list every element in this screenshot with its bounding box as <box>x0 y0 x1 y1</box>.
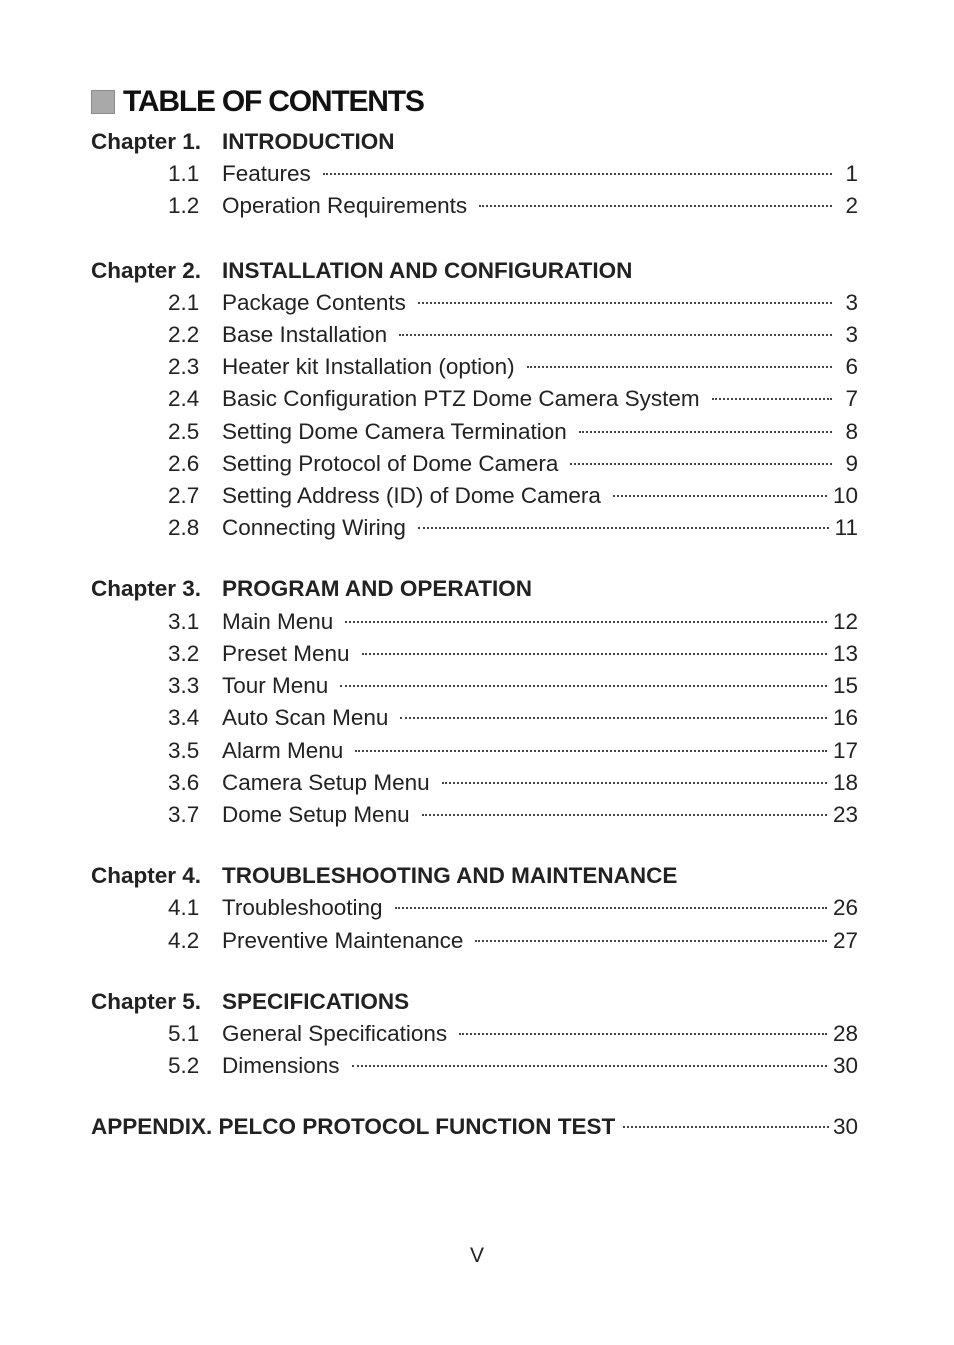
toc-entry[interactable] <box>168 640 858 668</box>
dot-leader <box>345 621 827 623</box>
entry-page: 27 <box>832 928 858 953</box>
chapter-heading <box>91 862 677 890</box>
chapter-title: SPECIFICATIONS <box>222 989 410 1014</box>
toc-entry[interactable] <box>168 737 858 765</box>
entry-number: 3.6 <box>168 770 200 795</box>
entry-number: 3.1 <box>168 609 200 634</box>
chapter-heading <box>91 257 632 285</box>
dot-leader <box>400 717 827 719</box>
appendix-entry[interactable] <box>91 1113 858 1141</box>
chapter-title: INSTALLATION AND CONFIGURATION <box>222 258 633 283</box>
toc-entry[interactable] <box>168 1020 858 1048</box>
entry-page: 3 <box>845 290 858 315</box>
entry-label: Package Contents <box>222 290 406 315</box>
entry-label: Basic Configuration PTZ Dome Camera System <box>222 386 700 411</box>
entry-page: 18 <box>832 770 858 795</box>
dot-leader <box>418 527 829 529</box>
dot-leader <box>442 782 827 784</box>
entry-page: 23 <box>832 802 858 827</box>
entry-number: 3.5 <box>168 738 200 763</box>
entry-page: 12 <box>832 609 858 634</box>
chapter-label: Chapter 3. <box>91 576 202 601</box>
entry-number: 5.2 <box>168 1053 200 1078</box>
dot-leader <box>613 495 827 497</box>
appendix-page: 30 <box>832 1114 858 1139</box>
dot-leader <box>355 750 827 752</box>
chapter-heading <box>91 128 395 156</box>
entry-page: 26 <box>832 895 858 920</box>
entry-label: Alarm Menu <box>222 738 344 763</box>
page-title: TABLE OF CONTENTS <box>123 85 424 118</box>
entry-label: Auto Scan Menu <box>222 705 389 730</box>
entry-page: 28 <box>832 1021 858 1046</box>
entry-page: 3 <box>845 322 858 347</box>
toc-entry[interactable] <box>168 289 858 317</box>
entry-label: Dome Setup Menu <box>222 802 410 827</box>
chapter-label: Chapter 1. <box>91 129 202 154</box>
chapter-label: Chapter 4. <box>91 863 202 888</box>
page-number-footer: V <box>469 1244 484 1267</box>
toc-title-row <box>91 84 424 120</box>
entry-label: Tour Menu <box>222 673 329 698</box>
dot-leader <box>323 173 832 175</box>
toc-entry[interactable] <box>168 894 858 922</box>
entry-number: 2.6 <box>168 451 200 476</box>
entry-number: 4.1 <box>168 895 200 920</box>
entry-page: 6 <box>845 354 858 379</box>
chapter-label: Chapter 5. <box>91 989 202 1014</box>
entry-page: 7 <box>845 386 858 411</box>
toc-entry[interactable] <box>168 385 858 413</box>
entry-page: 10 <box>832 483 858 508</box>
entry-page: 11 <box>834 515 858 540</box>
entry-label: Preset Menu <box>222 641 350 666</box>
toc-entry[interactable] <box>168 672 858 700</box>
dot-leader <box>570 463 832 465</box>
entry-label: Dimensions <box>222 1053 340 1078</box>
dot-leader <box>395 907 827 909</box>
entry-number: 3.2 <box>168 641 200 666</box>
entry-label: Heater kit Installation (option) <box>222 354 515 379</box>
toc-entry[interactable] <box>168 801 858 829</box>
entry-number: 2.5 <box>168 419 200 444</box>
entry-page: 9 <box>845 451 858 476</box>
entry-number: 2.1 <box>168 290 200 315</box>
entry-label: Base Installation <box>222 322 388 347</box>
chapter-title: TROUBLESHOOTING AND MAINTENANCE <box>222 863 678 888</box>
entry-number: 3.4 <box>168 705 200 730</box>
entry-page: 30 <box>832 1053 858 1078</box>
dot-leader <box>712 398 832 400</box>
chapter-heading <box>91 988 409 1016</box>
entry-page: 16 <box>832 705 858 730</box>
entry-label: Camera Setup Menu <box>222 770 430 795</box>
entry-number: 3.3 <box>168 673 200 698</box>
dot-leader <box>479 205 832 207</box>
dot-leader <box>418 302 832 304</box>
appendix-label: APPENDIX. PELCO PROTOCOL FUNCTION TEST <box>91 1114 616 1139</box>
entry-page: 8 <box>845 419 858 444</box>
entry-number: 5.1 <box>168 1021 200 1046</box>
entry-label: Features <box>222 161 311 186</box>
dot-leader <box>459 1033 827 1035</box>
entry-number: 4.2 <box>168 928 200 953</box>
entry-number: 3.7 <box>168 802 200 827</box>
chapter-title: INTRODUCTION <box>222 129 395 154</box>
dot-leader <box>527 366 832 368</box>
entry-label: Connecting Wiring <box>222 515 406 540</box>
entry-page: 13 <box>832 641 858 666</box>
dot-leader <box>362 653 827 655</box>
entry-number: 1.2 <box>168 193 200 218</box>
chapter-heading <box>91 575 532 603</box>
dot-leader <box>399 334 832 336</box>
entry-label: Main Menu <box>222 609 334 634</box>
entry-number: 2.4 <box>168 386 200 411</box>
toc-entry[interactable] <box>168 608 858 636</box>
toc-entry[interactable] <box>168 353 858 381</box>
entry-number: 2.2 <box>168 322 200 347</box>
toc-entry[interactable] <box>168 418 858 446</box>
entry-label: Preventive Maintenance <box>222 928 464 953</box>
entry-page: 2 <box>845 193 858 218</box>
chapter-title: PROGRAM AND OPERATION <box>222 576 533 601</box>
entry-label: Troubleshooting <box>222 895 383 920</box>
entry-page: 15 <box>832 673 858 698</box>
toc-entry[interactable] <box>168 927 858 955</box>
toc-entry[interactable] <box>168 482 858 510</box>
toc-entry[interactable] <box>168 1052 858 1080</box>
dot-leader <box>352 1065 827 1067</box>
entry-label: Setting Address (ID) of Dome Camera <box>222 483 601 508</box>
entry-label: Operation Requirements <box>222 193 468 218</box>
chapter-label: Chapter 2. <box>91 258 202 283</box>
dot-leader <box>475 940 827 942</box>
dot-leader <box>340 685 827 687</box>
entry-label: Setting Dome Camera Termination <box>222 419 567 444</box>
gray-square-icon <box>91 90 115 114</box>
dot-leader <box>623 1126 829 1128</box>
toc-entry[interactable] <box>168 514 858 542</box>
dot-leader <box>422 814 827 816</box>
entry-page: 1 <box>845 161 858 186</box>
entry-number: 2.3 <box>168 354 200 379</box>
entry-number: 2.8 <box>168 515 200 540</box>
toc-entry[interactable] <box>168 192 858 220</box>
toc-entry[interactable] <box>168 704 858 732</box>
entry-number: 2.7 <box>168 483 200 508</box>
entry-number: 1.1 <box>168 161 200 186</box>
entry-label: Setting Protocol of Dome Camera <box>222 451 559 476</box>
entry-page: 17 <box>832 738 858 763</box>
toc-entry[interactable] <box>168 769 858 797</box>
toc-entry[interactable] <box>168 450 858 478</box>
toc-entry[interactable] <box>168 160 858 188</box>
toc-entry[interactable] <box>168 321 858 349</box>
entry-label: General Specifications <box>222 1021 448 1046</box>
dot-leader <box>579 431 832 433</box>
